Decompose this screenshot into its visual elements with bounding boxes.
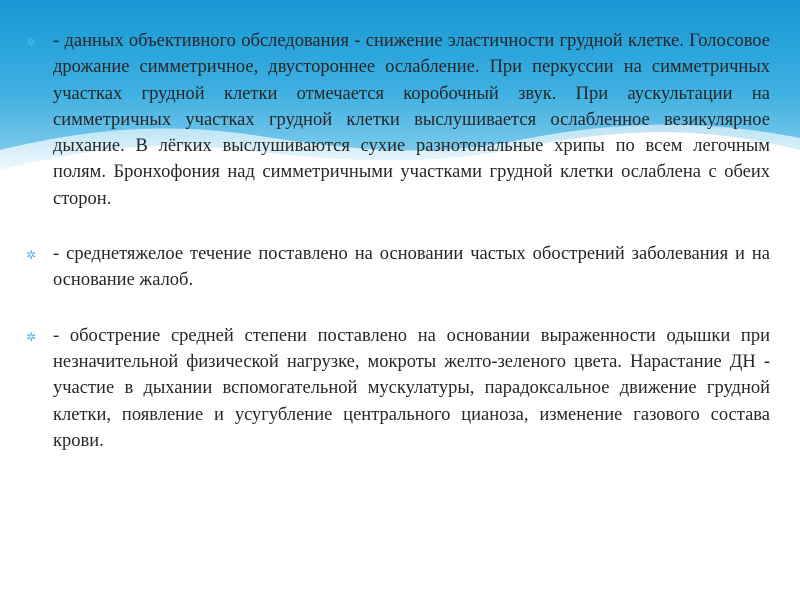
bullet-item-severity — [26, 241, 770, 294]
star-bullet-icon: ✲ — [26, 329, 37, 344]
bullet-item-objective-exam — [26, 28, 770, 212]
bullet-text: - обострение средней степени поставлено на основании выраженности одышки при незначительной физической нагрузке, мокроты желто-зеленого цвета. Нарастание ДН - участие в дыхании вспомогательной мускулатуры, парадоксальное движение грудной клетки, появление и усугубление центрального цианоза, изменение газового состава крови. — [53, 325, 770, 451]
bullet-text: - данных объективного обследования - снижение эластичности грудной клетке. Голосовое дрожание симметричное, двустороннее ослабление. При перкуссии на симметричных участках грудной клетки отмечается коробочный звук. При аускультации на симметричных участках грудной клетки выслушивается ослабленное везикулярное дыхание. В лёгких выслушиваются сухие разнотональные хрипы по всем легочным полям. Бронхофония над симметричными участками грудной клетки ослаблена с обеих сторон. — [53, 31, 770, 209]
star-bullet-icon: ✲ — [26, 35, 37, 49]
star-bullet-icon: ✲ — [26, 248, 37, 263]
slide-content — [26, 28, 770, 454]
bullet-text: - среднетяжелое течение поставлено на основании частых обострений заболевания и на основание жалоб. — [53, 244, 770, 291]
bullet-item-exacerbation — [26, 323, 770, 454]
